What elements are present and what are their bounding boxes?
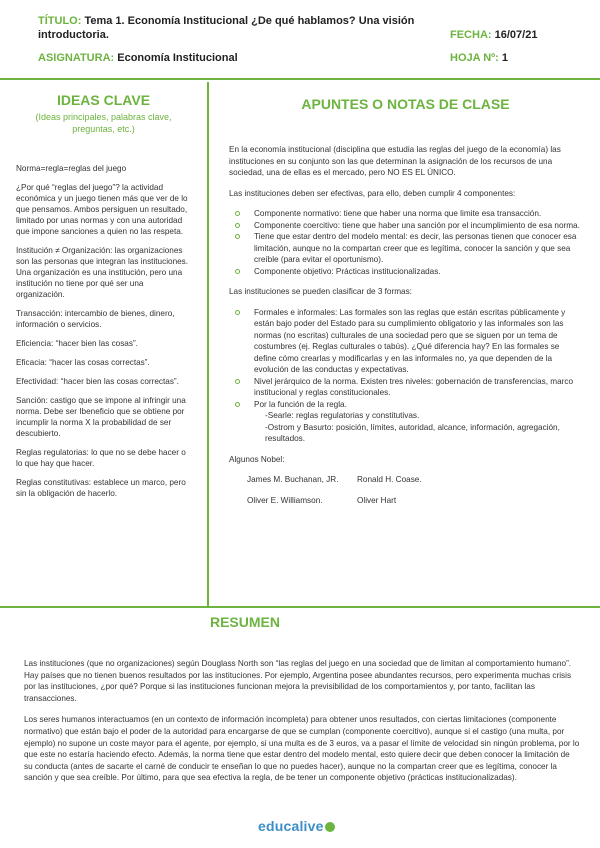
idea-item: Efectividad: “hacer bien las cosas correctas”. [16,377,179,386]
function-sub-searle: -Searle: reglas regulatorias y constitutivas. [265,411,420,420]
title-block [38,14,418,42]
logo-text-end: e [315,818,324,834]
component-text: Componente normativo: tiene que haber una norma que limite esa transacción. [254,209,542,218]
idea-item: Eficiencia: “hacer bien las cosas”. [16,339,138,348]
form-text: Formales e informales: Las formales son las reglas que están escritas públicamente y están bajo poder del Estado para su cumplimiento obligatorio y las informales son las normas (no escritas) culturales de una sociedad pero que se siguen por un tema de costumbres (ej. Reglas culturales o tabús). ¿Qué diferencia hay? En las formales se define cómo crearlas y modificarlas y en las informales no, ya que dependen de la evolución de las conductas y expectativas. [254,307,566,374]
circle-bullet-icon [235,379,240,384]
header [0,0,600,80]
forms-intro: Las instituciones se pueden clasificar de 3 formas: [229,287,412,296]
circle-bullet-icon [235,269,240,274]
nobel-name: Oliver Hart [357,495,397,505]
nobel-name: James M. Buchanan, JR. [247,475,339,484]
circle-bullet-icon [235,234,240,239]
resumen-paragraph: Las instituciones (que no organizaciones) según Douglass North son “las reglas del juego en una sociedad que de limitan al comportamiento humano”. Hay países que no tienen buenos resultados por las instituciones. Por ejemplo, Argentina posee abundantes recursos, pero experimenta muchas crisis por las instituciones, ¿por qué? Porque si las instituciones funcionan mejora la previsibilidad de los comportamientos y, por tanto, facilitan las transacciones. [24,659,572,703]
nobel-row [229,474,581,486]
idea-item: ¿Por qué “reglas del juego”? la actividad económica y un juego tienen más que ver de lo que pensamos. Ambos persiguen un resultado, limitado por unas normas y con una autoridad que impone sanciones a quien no las respeta. [16,183,188,236]
hoja-value: 1 [501,52,509,64]
nobel-name: Oliver E. Williamson. [247,495,323,505]
list-item [229,307,581,376]
idea-item: Reglas regulatorias: lo que no se debe hacer o lo que hay que hacer. [16,448,186,468]
forms-list [229,307,581,445]
list-item [229,376,581,399]
resumen-paragraph: Los seres humanos interactuamos (en un contexto de información incompleta) para obtener unos resultados, con ciertas limitaciones (componente normativo) que están bajo el poder de la autoridad para encargarse de que se cumplan (componente coercitivo), aunque si el castigo (una multa, por ejemplo) no supone un coste mayor para el agente, por ejemplo, si una multa es de 3 euros, va a pasar el límite de velocidad sin ningún problema, por lo que este no estaría haciendo efecto. Además, la norma tiene que estar dentro del modelo mental, esto quiere decir que deben conocer la limitación de su conducta (antes de sacarte el carné de conducir te enseñan lo que no puedes hacer), aunque no la compartan creer que es legítima, conocer la sanción y que sea creíble. Por último, para que sea efectiva la regla, de be tener un componente objetivo (prácticas institucionalizadas). [24,715,580,783]
ideas-subtitle: (Ideas principales, palabras clave, preguntas, etc.) [35,112,172,134]
circle-bullet-icon [235,310,240,315]
list-item [229,208,581,220]
apuntes-title: APUNTES O NOTAS DE CLASE [301,96,510,112]
educalive-logo [258,818,335,834]
ideas-list [16,163,194,507]
hoja [450,52,508,64]
list-item [229,231,581,266]
notes-body [229,144,581,515]
hoja-label: HOJA Nº: [450,52,499,64]
logo-text: educaliv [258,818,316,834]
idea-item: Sanción: castigo que se impone al infringir una norma. Debe ser Ibeneficio que se obtiene por incumplir la norma X la probabilidad de ser descubierto. [16,396,186,438]
circle-bullet-icon [235,402,240,407]
resumen-body [24,658,580,794]
nobel-intro: Algunos Nobel: [229,454,285,464]
component-text: Componente coercitivo: tiene que haber una sanción por el incumplimiento de esa norma. [254,220,580,230]
component-text: Componente objetivo: Prácticas institucionalizadas. [254,266,441,276]
nobel-name: Ronald H. Coase. [357,475,422,484]
titulo-value: Tema 1. Economía Institucional ¿De qué hablamos? Una visión introductoria. [38,15,415,41]
idea-item: Norma=regla=reglas del juego [16,164,127,173]
components-intro: Las instituciones deben ser efectivas, para ello, deben cumplir 4 componentes: [229,188,516,198]
fecha-value: 16/07/21 [494,29,538,41]
logo-dot-icon [325,822,335,832]
idea-item: Institución ≠ Organización: las organizaciones son las personas que integran las instituciones. Una organización es una institución, pero una institución no tiene por qué ser una organización. [16,246,189,299]
notes-intro: En la economía institucional (disciplina que estudia las reglas del juego de la economía) las instituciones en su conjunto son las que determinan la asignación de los recursos de una sociedad, una de ellas es el mercado, pero NO ES EL ÚNICO. [229,145,561,177]
form-text: Nivel jerárquico de la norma. Existen tres niveles: gobernación de transferencias, marco institucional y reglas constitucionales. [254,376,574,397]
ideas-title: IDEAS CLAVE [56,92,151,108]
fecha-label: FECHA: [450,29,492,41]
section-divider [0,606,600,608]
resumen-title: RESUMEN [209,614,280,630]
asignatura-label: ASIGNATURA: [38,52,115,64]
list-item [229,220,581,232]
fecha [450,29,537,41]
function-sub-ostrom: -Ostrom y Basurto: posición, límites, autoridad, alcance, información, agregación, resultados. [265,422,560,443]
idea-item: Reglas constitutivas: establece un marco, pero sin la obligación de hacerlo. [16,478,186,498]
form-text: Por la función de la regla. [254,399,347,409]
asignatura-value: Economía Institucional [117,52,238,64]
idea-item: Transacción: intercambio de bienes, dinero, información o servicios. [16,309,175,329]
circle-bullet-icon [235,223,240,228]
idea-item: Eficacia: “hacer las cosas correctas”. [16,358,150,367]
titulo-label: TÍTULO: [38,15,82,27]
list-item [229,266,581,278]
components-list [229,208,581,277]
component-text: Tiene que estar dentro del modelo mental: es decir, las personas tienen que conocer esa limitación, aunque no la compartan creer que es legítima, conocer la sanción y que sea creíble (para evitar el oportunismo). [254,232,577,264]
circle-bullet-icon [235,211,240,216]
asignatura [38,52,238,64]
list-item [229,399,581,411]
ideas-clave-column [0,82,209,606]
apuntes-column [211,82,600,606]
nobel-row [229,495,581,507]
